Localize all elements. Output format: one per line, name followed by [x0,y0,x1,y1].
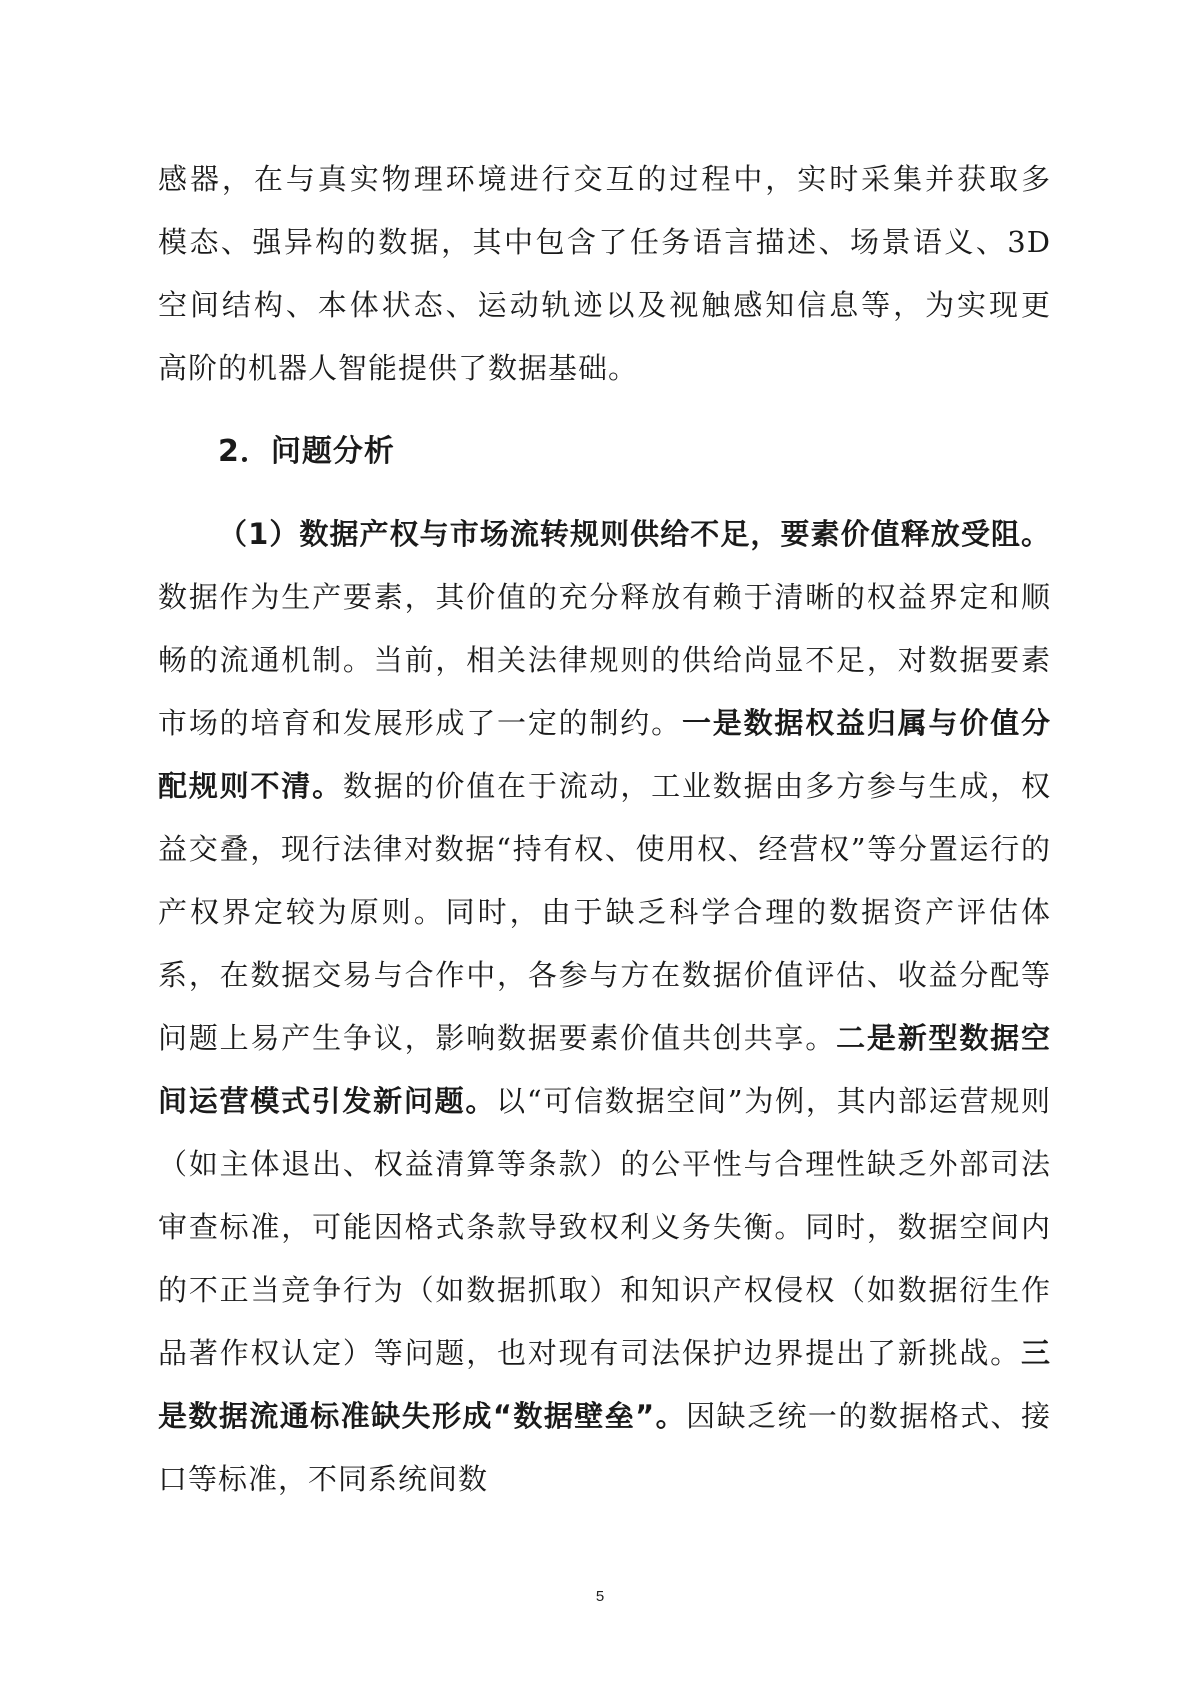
intro-line-3: 空间结构、本体状态、运动轨迹以及视触感知信息等，为实现更 [158,288,1051,322]
subsection-title: （1）数据产权与市场流转规则供给不足，要素价值释放受阻。 [218,517,1051,551]
intro-line-4: 高阶的机器人智能提供了数据基础。 [158,351,639,385]
subsection-text-1: 数据作为生产要素，其价值的充分释放有赖于清晰的权益界定和顺畅的流通机制。当前，相关法律规则的供给尚显不足，对数据要素市场的培育和发展形成了一定的制约。 [158,580,1051,740]
subsection-text-4: 因缺乏统一的数据格式、接口等标准，不同系统间数 [158,1399,1051,1496]
subsection-text-2: 数据的价值在于流动，工业数据由多方参与生成，权益交叠，现行法律对数据“持有权、使用权、经营权”等分置运行的产权界定较为原则。同时，由于缺乏科学合理的数据资产评估体系，在数据交易与合作中，各参与方在数据价值评估、收益分配等问题上易产生争议，影响数据要素价值共创共享。 [158,769,1051,1055]
intro-line-2: 模态、强异构的数据，其中包含了任务语言描述、场景语义、3D [158,225,1051,259]
subsection-paragraph [158,503,1051,1511]
point-3-heading: 三是数据流通标准缺失形成“数据壁垒”。 [158,1336,1051,1433]
page-number: 5 [595,1588,605,1605]
point-2-heading: 二是新型数据空间运营模式引发新问题。 [158,1021,1051,1118]
document-page [158,148,1051,1511]
section-heading: 2．问题分析 [218,434,395,469]
point-1-heading: 一是数据权益归属与价值分配规则不清。 [158,706,1051,803]
subsection-text-3: 以“可信数据空间”为例，其内部运营规则（如主体退出、权益清算等条款）的公平性与合理性缺乏外部司法审查标准，可能因格式条款导致权利义务失衡。同时，数据空间内的不正当竞争行为（如数据抓取）和知识产权侵权（如数据衍生作品著作权认定）等问题，也对现有司法保护边界提出了新挑战。 [158,1084,1051,1370]
intro-paragraph [158,148,1051,400]
intro-line-1: 感器，在与真实物理环境进行交互的过程中，实时采集并获取多 [158,162,1051,196]
